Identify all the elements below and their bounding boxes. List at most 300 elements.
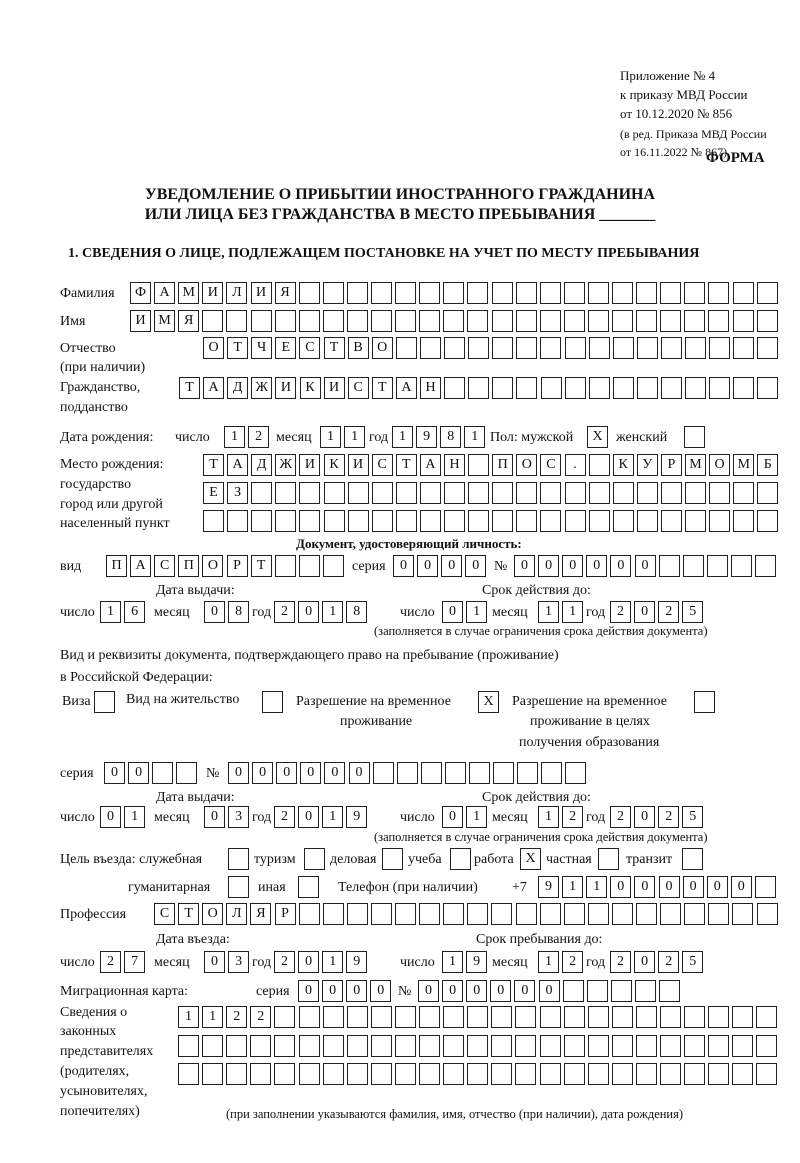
char-box[interactable] xyxy=(467,1063,488,1085)
char-box[interactable] xyxy=(757,337,778,359)
char-box[interactable] xyxy=(419,1063,440,1085)
char-box[interactable]: . xyxy=(565,454,586,476)
char-box[interactable]: 0 xyxy=(276,762,297,784)
char-box[interactable] xyxy=(176,762,197,784)
char-box[interactable]: С xyxy=(154,555,175,577)
stay-until-year-field[interactable] xyxy=(610,951,706,973)
char-box[interactable] xyxy=(468,454,489,476)
char-box[interactable] xyxy=(637,337,658,359)
char-box[interactable] xyxy=(467,310,488,332)
char-box[interactable] xyxy=(707,555,728,577)
id-valid-month-field[interactable] xyxy=(538,601,586,623)
char-box[interactable] xyxy=(250,1035,271,1057)
char-box[interactable] xyxy=(564,1035,585,1057)
char-box[interactable] xyxy=(598,848,619,870)
char-box[interactable]: М xyxy=(154,310,175,332)
char-box[interactable]: 0 xyxy=(100,806,121,828)
stay-valid-month-field[interactable] xyxy=(538,806,586,828)
char-box[interactable] xyxy=(612,1006,633,1028)
char-box[interactable] xyxy=(540,282,561,304)
char-box[interactable] xyxy=(226,1063,247,1085)
phone-field[interactable] xyxy=(538,876,779,898)
char-box[interactable] xyxy=(347,282,368,304)
char-box[interactable] xyxy=(178,1063,199,1085)
char-box[interactable]: Ч xyxy=(251,337,272,359)
char-box[interactable] xyxy=(684,282,705,304)
char-box[interactable] xyxy=(251,510,272,532)
char-box[interactable] xyxy=(660,1063,681,1085)
char-box[interactable] xyxy=(660,903,681,925)
char-box[interactable]: 0 xyxy=(300,762,321,784)
char-box[interactable]: 0 xyxy=(322,980,343,1002)
char-box[interactable] xyxy=(516,310,537,332)
char-box[interactable] xyxy=(757,377,778,399)
char-box[interactable] xyxy=(613,482,634,504)
char-box[interactable] xyxy=(755,876,776,898)
char-box[interactable]: Р xyxy=(275,903,296,925)
char-box[interactable] xyxy=(274,1006,295,1028)
char-box[interactable] xyxy=(371,1035,392,1057)
char-box[interactable] xyxy=(323,555,344,577)
char-box[interactable] xyxy=(492,510,513,532)
char-box[interactable]: 9 xyxy=(346,951,367,973)
char-box[interactable]: 0 xyxy=(538,555,559,577)
char-box[interactable]: 0 xyxy=(466,980,487,1002)
stay-issue-month-field[interactable] xyxy=(204,806,252,828)
char-box[interactable] xyxy=(684,1063,705,1085)
char-box[interactable] xyxy=(323,1035,344,1057)
char-box[interactable]: 9 xyxy=(538,876,559,898)
char-box[interactable] xyxy=(468,510,489,532)
char-box[interactable] xyxy=(445,762,466,784)
char-box[interactable]: 1 xyxy=(464,426,485,448)
char-box[interactable]: 1 xyxy=(466,601,487,623)
purpose-work-checkbox[interactable] xyxy=(520,848,544,870)
char-box[interactable] xyxy=(733,282,754,304)
purpose-official-checkbox[interactable] xyxy=(228,848,252,870)
char-box[interactable] xyxy=(395,1006,416,1028)
char-box[interactable] xyxy=(709,377,730,399)
char-box[interactable]: 1 xyxy=(178,1006,199,1028)
char-box[interactable] xyxy=(564,1006,585,1028)
char-box[interactable] xyxy=(323,1006,344,1028)
char-box[interactable]: 0 xyxy=(298,951,319,973)
char-box[interactable] xyxy=(708,310,729,332)
trp-checkbox[interactable] xyxy=(478,691,502,713)
char-box[interactable]: 0 xyxy=(442,601,463,623)
char-box[interactable] xyxy=(419,1006,440,1028)
char-box[interactable]: А xyxy=(154,282,175,304)
char-box[interactable]: 8 xyxy=(440,426,461,448)
char-box[interactable] xyxy=(469,762,490,784)
char-box[interactable]: О xyxy=(202,903,223,925)
char-box[interactable] xyxy=(588,1063,609,1085)
stay-until-day-field[interactable] xyxy=(442,951,490,973)
char-box[interactable] xyxy=(564,903,585,925)
char-box[interactable] xyxy=(589,482,610,504)
char-box[interactable] xyxy=(685,377,706,399)
char-box[interactable] xyxy=(467,903,488,925)
char-box[interactable] xyxy=(347,903,368,925)
char-box[interactable] xyxy=(732,1006,753,1028)
char-box[interactable]: 2 xyxy=(248,426,269,448)
char-box[interactable] xyxy=(684,1035,705,1057)
char-box[interactable] xyxy=(275,555,296,577)
char-box[interactable]: М xyxy=(178,282,199,304)
char-box[interactable] xyxy=(299,482,320,504)
char-box[interactable]: X xyxy=(520,848,541,870)
char-box[interactable]: С xyxy=(348,377,369,399)
char-box[interactable] xyxy=(202,1063,223,1085)
char-box[interactable] xyxy=(443,1063,464,1085)
purpose-humanitarian-checkbox[interactable] xyxy=(228,876,252,898)
male-checkbox[interactable] xyxy=(587,426,611,448)
patronymic-field[interactable] xyxy=(203,337,781,359)
char-box[interactable] xyxy=(589,454,610,476)
purpose-private-checkbox[interactable] xyxy=(598,848,622,870)
char-box[interactable]: 0 xyxy=(562,555,583,577)
char-box[interactable]: М xyxy=(733,454,754,476)
char-box[interactable] xyxy=(299,1035,320,1057)
char-box[interactable] xyxy=(299,555,320,577)
char-box[interactable]: 1 xyxy=(466,806,487,828)
birth-place-field[interactable] xyxy=(203,454,781,476)
representatives-field[interactable] xyxy=(178,1006,781,1028)
char-box[interactable] xyxy=(382,848,403,870)
char-box[interactable] xyxy=(304,848,325,870)
char-box[interactable] xyxy=(226,310,247,332)
char-box[interactable] xyxy=(298,876,319,898)
char-box[interactable]: Т xyxy=(372,377,393,399)
char-box[interactable] xyxy=(660,1035,681,1057)
stay-issue-day-field[interactable] xyxy=(100,806,148,828)
residence-checkbox[interactable] xyxy=(262,691,286,713)
char-box[interactable] xyxy=(202,1035,223,1057)
char-box[interactable]: 2 xyxy=(610,601,631,623)
char-box[interactable] xyxy=(756,1035,777,1057)
char-box[interactable] xyxy=(492,310,513,332)
purpose-tourism-checkbox[interactable] xyxy=(304,848,328,870)
migration-series-field[interactable] xyxy=(298,980,394,1002)
representatives-field[interactable] xyxy=(178,1035,781,1057)
char-box[interactable] xyxy=(540,482,561,504)
char-box[interactable] xyxy=(756,1063,777,1085)
id-issue-year-field[interactable] xyxy=(274,601,370,623)
char-box[interactable]: 0 xyxy=(204,601,225,623)
char-box[interactable]: Т xyxy=(227,337,248,359)
char-box[interactable] xyxy=(563,980,584,1002)
trp-education-checkbox[interactable] xyxy=(694,691,718,713)
char-box[interactable] xyxy=(611,980,632,1002)
char-box[interactable] xyxy=(541,377,562,399)
char-box[interactable] xyxy=(347,310,368,332)
char-box[interactable] xyxy=(228,876,249,898)
char-box[interactable]: Е xyxy=(203,482,224,504)
char-box[interactable] xyxy=(612,1035,633,1057)
char-box[interactable]: 1 xyxy=(100,601,121,623)
char-box[interactable] xyxy=(659,555,680,577)
char-box[interactable] xyxy=(299,1006,320,1028)
char-box[interactable]: 3 xyxy=(228,806,249,828)
char-box[interactable]: И xyxy=(202,282,223,304)
char-box[interactable] xyxy=(468,377,489,399)
char-box[interactable] xyxy=(612,1063,633,1085)
char-box[interactable]: 1 xyxy=(320,426,341,448)
char-box[interactable]: И xyxy=(299,454,320,476)
char-box[interactable]: 7 xyxy=(124,951,145,973)
visa-checkbox[interactable] xyxy=(94,691,118,713)
char-box[interactable]: 1 xyxy=(562,601,583,623)
char-box[interactable]: У xyxy=(637,454,658,476)
char-box[interactable] xyxy=(637,482,658,504)
char-box[interactable] xyxy=(541,762,562,784)
char-box[interactable]: 0 xyxy=(465,555,486,577)
char-box[interactable]: К xyxy=(613,454,634,476)
char-box[interactable] xyxy=(396,482,417,504)
char-box[interactable] xyxy=(323,903,344,925)
char-box[interactable] xyxy=(540,1006,561,1028)
char-box[interactable] xyxy=(324,482,345,504)
char-box[interactable] xyxy=(372,482,393,504)
char-box[interactable] xyxy=(757,282,778,304)
birth-day-field[interactable] xyxy=(224,426,272,448)
char-box[interactable]: 2 xyxy=(274,806,295,828)
char-box[interactable]: 0 xyxy=(731,876,752,898)
char-box[interactable] xyxy=(588,310,609,332)
char-box[interactable]: 0 xyxy=(683,876,704,898)
char-box[interactable] xyxy=(491,1063,512,1085)
char-box[interactable] xyxy=(612,310,633,332)
char-box[interactable] xyxy=(373,762,394,784)
char-box[interactable] xyxy=(565,482,586,504)
char-box[interactable] xyxy=(371,310,392,332)
char-box[interactable] xyxy=(152,762,173,784)
char-box[interactable] xyxy=(444,337,465,359)
char-box[interactable] xyxy=(589,377,610,399)
char-box[interactable] xyxy=(419,903,440,925)
char-box[interactable]: 0 xyxy=(441,555,462,577)
char-box[interactable] xyxy=(694,691,715,713)
char-box[interactable] xyxy=(372,510,393,532)
char-box[interactable] xyxy=(443,282,464,304)
char-box[interactable] xyxy=(685,337,706,359)
char-box[interactable]: Р xyxy=(661,454,682,476)
char-box[interactable]: Ж xyxy=(251,377,272,399)
char-box[interactable]: 1 xyxy=(538,951,559,973)
char-box[interactable] xyxy=(587,980,608,1002)
char-box[interactable] xyxy=(565,510,586,532)
char-box[interactable] xyxy=(540,337,561,359)
char-box[interactable] xyxy=(685,482,706,504)
char-box[interactable] xyxy=(323,282,344,304)
char-box[interactable]: 0 xyxy=(228,762,249,784)
char-box[interactable] xyxy=(251,310,272,332)
char-box[interactable] xyxy=(708,282,729,304)
citizenship-field[interactable] xyxy=(179,377,782,399)
char-box[interactable] xyxy=(492,282,513,304)
char-box[interactable] xyxy=(371,1063,392,1085)
char-box[interactable]: 0 xyxy=(635,555,656,577)
char-box[interactable] xyxy=(684,310,705,332)
char-box[interactable]: З xyxy=(227,482,248,504)
purpose-study-checkbox[interactable] xyxy=(450,848,474,870)
char-box[interactable] xyxy=(492,337,513,359)
char-box[interactable] xyxy=(731,555,752,577)
char-box[interactable] xyxy=(491,903,512,925)
char-box[interactable]: 0 xyxy=(539,980,560,1002)
char-box[interactable] xyxy=(467,1006,488,1028)
char-box[interactable] xyxy=(637,510,658,532)
birth-place-field[interactable] xyxy=(203,510,781,532)
char-box[interactable]: 1 xyxy=(562,876,583,898)
char-box[interactable] xyxy=(178,1035,199,1057)
char-box[interactable] xyxy=(661,510,682,532)
char-box[interactable]: 0 xyxy=(393,555,414,577)
char-box[interactable] xyxy=(589,510,610,532)
char-box[interactable]: 1 xyxy=(538,806,559,828)
char-box[interactable]: 0 xyxy=(298,980,319,1002)
char-box[interactable]: X xyxy=(587,426,608,448)
char-box[interactable] xyxy=(613,377,634,399)
char-box[interactable] xyxy=(589,337,610,359)
char-box[interactable] xyxy=(636,282,657,304)
char-box[interactable] xyxy=(443,1006,464,1028)
char-box[interactable]: С xyxy=(299,337,320,359)
char-box[interactable]: 1 xyxy=(392,426,413,448)
char-box[interactable] xyxy=(450,848,471,870)
char-box[interactable] xyxy=(262,691,283,713)
char-box[interactable] xyxy=(419,1035,440,1057)
female-checkbox[interactable] xyxy=(684,426,708,448)
char-box[interactable] xyxy=(564,282,585,304)
char-box[interactable]: 1 xyxy=(124,806,145,828)
char-box[interactable] xyxy=(468,337,489,359)
birth-place-field[interactable] xyxy=(203,482,781,504)
char-box[interactable]: 0 xyxy=(349,762,370,784)
char-box[interactable] xyxy=(684,1006,705,1028)
char-box[interactable] xyxy=(371,903,392,925)
char-box[interactable]: 0 xyxy=(610,555,631,577)
char-box[interactable] xyxy=(493,762,514,784)
char-box[interactable] xyxy=(588,903,609,925)
char-box[interactable] xyxy=(540,310,561,332)
char-box[interactable] xyxy=(708,1035,729,1057)
char-box[interactable]: П xyxy=(106,555,127,577)
char-box[interactable] xyxy=(588,1006,609,1028)
char-box[interactable]: 0 xyxy=(442,806,463,828)
id-valid-day-field[interactable] xyxy=(442,601,490,623)
char-box[interactable]: 0 xyxy=(514,980,535,1002)
char-box[interactable]: 0 xyxy=(707,876,728,898)
char-box[interactable]: М xyxy=(685,454,706,476)
char-box[interactable] xyxy=(371,282,392,304)
char-box[interactable]: Т xyxy=(178,903,199,925)
char-box[interactable]: 2 xyxy=(658,806,679,828)
char-box[interactable]: 0 xyxy=(346,980,367,1002)
char-box[interactable]: 2 xyxy=(274,601,295,623)
char-box[interactable]: 1 xyxy=(538,601,559,623)
char-box[interactable] xyxy=(275,482,296,504)
char-box[interactable] xyxy=(517,762,538,784)
char-box[interactable] xyxy=(468,482,489,504)
char-box[interactable] xyxy=(515,1035,536,1057)
char-box[interactable]: 9 xyxy=(346,806,367,828)
char-box[interactable]: Т xyxy=(203,454,224,476)
char-box[interactable] xyxy=(226,1035,247,1057)
char-box[interactable] xyxy=(757,903,778,925)
char-box[interactable] xyxy=(636,1035,657,1057)
char-box[interactable] xyxy=(612,903,633,925)
entry-day-field[interactable] xyxy=(100,951,148,973)
char-box[interactable] xyxy=(395,903,416,925)
char-box[interactable]: Т xyxy=(396,454,417,476)
id-valid-year-field[interactable] xyxy=(610,601,706,623)
name-field[interactable] xyxy=(130,310,781,332)
char-box[interactable] xyxy=(708,1006,729,1028)
char-box[interactable] xyxy=(636,1006,657,1028)
migration-number-field[interactable] xyxy=(418,980,683,1002)
char-box[interactable]: К xyxy=(300,377,321,399)
char-box[interactable]: Н xyxy=(420,377,441,399)
char-box[interactable]: А xyxy=(203,377,224,399)
char-box[interactable] xyxy=(251,482,272,504)
birth-year-field[interactable] xyxy=(392,426,488,448)
char-box[interactable]: 3 xyxy=(228,951,249,973)
char-box[interactable]: 1 xyxy=(322,806,343,828)
char-box[interactable]: А xyxy=(396,377,417,399)
char-box[interactable] xyxy=(732,1063,753,1085)
char-box[interactable] xyxy=(733,482,754,504)
char-box[interactable] xyxy=(516,282,537,304)
stay-issue-year-field[interactable] xyxy=(274,806,370,828)
char-box[interactable] xyxy=(348,510,369,532)
char-box[interactable]: 8 xyxy=(228,601,249,623)
char-box[interactable]: И xyxy=(324,377,345,399)
char-box[interactable] xyxy=(565,337,586,359)
char-box[interactable] xyxy=(421,762,442,784)
char-box[interactable] xyxy=(420,482,441,504)
char-box[interactable]: 0 xyxy=(442,980,463,1002)
purpose-business-checkbox[interactable] xyxy=(382,848,406,870)
id-series-field[interactable] xyxy=(393,555,489,577)
representatives-field[interactable] xyxy=(178,1063,781,1085)
char-box[interactable] xyxy=(636,903,657,925)
char-box[interactable] xyxy=(685,510,706,532)
char-box[interactable]: 2 xyxy=(226,1006,247,1028)
char-box[interactable] xyxy=(395,282,416,304)
char-box[interactable] xyxy=(228,848,249,870)
char-box[interactable] xyxy=(732,903,753,925)
id-issue-day-field[interactable] xyxy=(100,601,148,623)
char-box[interactable] xyxy=(444,482,465,504)
char-box[interactable] xyxy=(613,337,634,359)
char-box[interactable]: Ф xyxy=(130,282,151,304)
char-box[interactable] xyxy=(612,282,633,304)
purpose-transit-checkbox[interactable] xyxy=(682,848,706,870)
char-box[interactable] xyxy=(250,1063,271,1085)
char-box[interactable] xyxy=(733,377,754,399)
stay-until-month-field[interactable] xyxy=(538,951,586,973)
char-box[interactable] xyxy=(540,1063,561,1085)
char-box[interactable]: А xyxy=(420,454,441,476)
char-box[interactable] xyxy=(708,903,729,925)
char-box[interactable] xyxy=(733,337,754,359)
char-box[interactable]: Е xyxy=(275,337,296,359)
char-box[interactable]: 2 xyxy=(274,951,295,973)
char-box[interactable] xyxy=(709,482,730,504)
char-box[interactable] xyxy=(732,1035,753,1057)
char-box[interactable] xyxy=(467,282,488,304)
